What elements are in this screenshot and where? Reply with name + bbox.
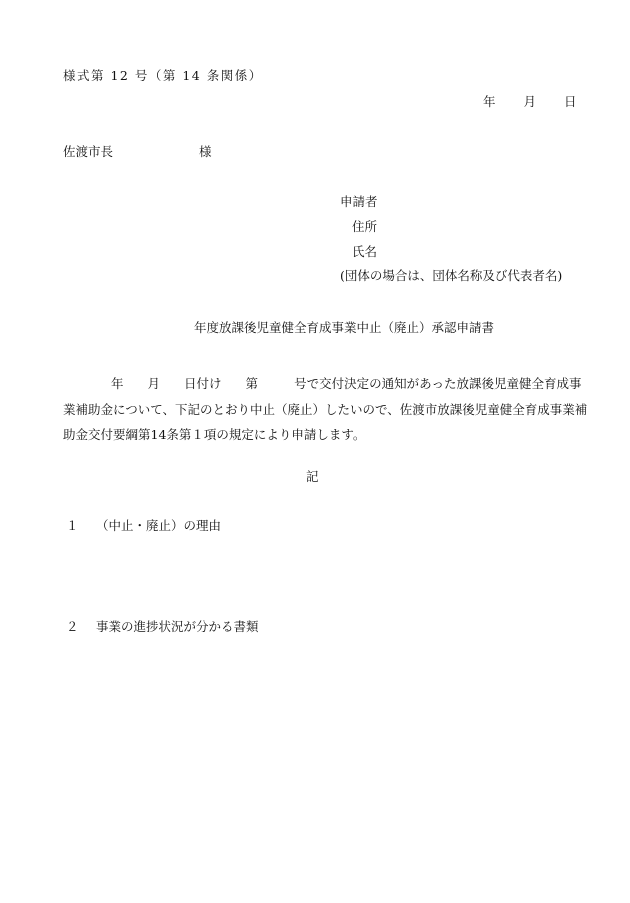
date-day-label: 日 (564, 94, 577, 109)
applicant-label: 申請者 (340, 194, 378, 209)
date-line (483, 96, 577, 109)
addressee-honorific: 様 (199, 144, 212, 159)
body-year: 年 (111, 376, 124, 391)
form-number: 様式第 12 号（第 14 条関係） (63, 68, 263, 83)
date-month-label: 月 (523, 94, 537, 109)
body-day-dated: 日付け (184, 376, 222, 391)
body-line-2: 業補助金について、下記のとおり中止（廃止）したいので、佐渡市放課後児童健全育成事業補 (63, 401, 588, 417)
body-line1-rest: 号で交付決定の通知があった放課後児童健全育成事 (294, 376, 582, 391)
list-item-number: １ (66, 518, 79, 533)
body-number-prefix: 第 (245, 376, 259, 391)
ki-heading: 記 (306, 469, 319, 484)
body-paragraph (63, 371, 588, 448)
list-item-number: ２ (66, 619, 79, 634)
addressee (63, 146, 212, 159)
date-year-label: 年 (483, 94, 496, 109)
body-line-1 (63, 371, 582, 397)
body-month: 月 (147, 376, 161, 391)
applicant-name-label: 氏名 (352, 244, 378, 259)
list-item (66, 621, 259, 634)
body-line-3: 助金交付要綱第14条第１項の規定により申請します。 (63, 427, 366, 442)
addressee-name: 佐渡市長 (63, 144, 114, 159)
document-title: 年度放課後児童健全育成事業中止（廃止）承認申請書 (194, 320, 495, 335)
applicant-org-note: (団体の場合は、団体名称及び代表者名) (340, 268, 563, 283)
applicant-address-label: 住所 (352, 219, 378, 234)
list-item (66, 520, 221, 533)
list-item-text: （中止・廃止）の理由 (96, 518, 222, 533)
list-item-text: 事業の進捗状況が分かる書類 (96, 619, 259, 634)
